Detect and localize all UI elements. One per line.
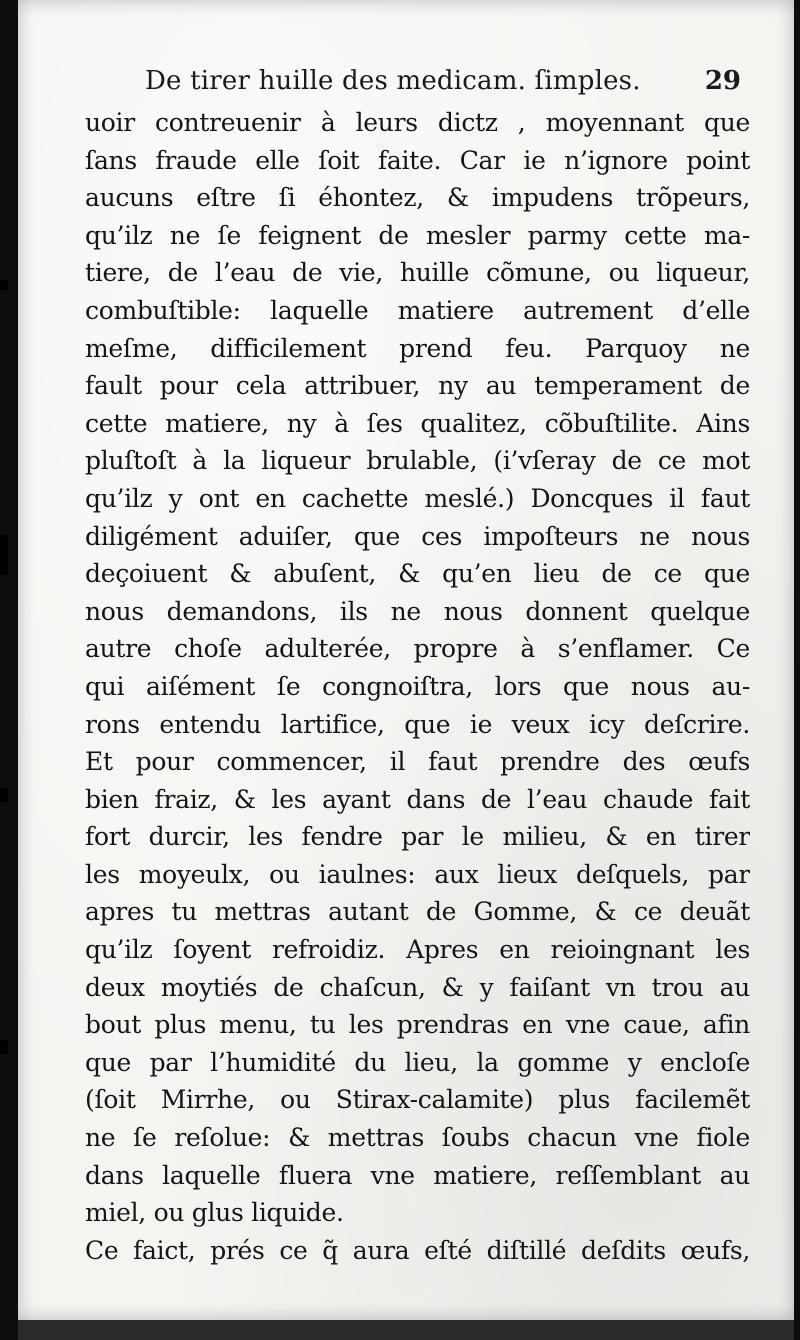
text-line: (ſoit Mirrhe, ou Stirax-calamite) plus facilemẽt	[85, 1085, 750, 1115]
text-line: nous demandons, ils ne nous donnent quelque	[85, 596, 750, 626]
text-line: bout plus menu, tu les prendras en vne caue, afin	[85, 1010, 750, 1040]
text-line: fort durcir, les fendre par le milieu, & en tirer	[85, 822, 750, 852]
text-line: miel, ou glus liquide.	[85, 1198, 344, 1228]
text-line: qu’ilz ſoyent refroidiz. Apres en reioingnant les	[85, 935, 750, 965]
text-line: diligément aduiſer, que ces impoſteurs ne nous	[85, 521, 750, 551]
page-bottom-edge	[18, 1320, 794, 1340]
text-line: qu’ilz ne ſe feignent de mesler parmy cette ma-	[85, 220, 750, 250]
text-line: combuſtible: laquelle matiere autrement d’elle	[85, 295, 750, 325]
text-line: apres tu mettras autant de Gomme, & ce deuãt	[85, 897, 750, 927]
text-line: uoir contreuenir à leurs dictz , moyennant que	[85, 108, 750, 137]
text-line: ne ſe reſolue: & mettras ſoubs chacun vne fiole	[85, 1123, 750, 1153]
page-number: 29	[704, 66, 741, 96]
text-line: deux moytiés de chaſcun, & y faiſant vn trou au	[85, 972, 750, 1002]
text-line: ſans fraude elle ſoit faite. Car ie n’ignore point	[85, 145, 750, 175]
body-text	[85, 104, 750, 1269]
text-line: pluſtoſt à la liqueur brulable, (i’vſeray de ce mot	[85, 446, 750, 476]
text-line: dans laquelle fluera vne matiere, reſſemblant au	[85, 1160, 750, 1190]
text-line: autre choſe adulterée, propre à s’enflamer. Ce	[85, 634, 750, 664]
running-title: De tirer huille des medicam. ſimples.	[145, 66, 641, 96]
text-line: fault pour cela attribuer, ny au temperament de	[85, 371, 750, 401]
text-line: aucuns eſtre ſi éhontez, & impudens trõpeurs,	[85, 183, 750, 213]
running-header	[145, 62, 741, 102]
text-line: bien fraiz, & les ayant dans de l’eau chaude fait	[85, 784, 750, 814]
text-line: meſme, difficilement prend feu. Parquoy ne	[85, 333, 750, 363]
text-line: rons entendu lartifice, que ie veux icy deſcrire.	[85, 709, 750, 739]
text-line: Et pour commencer, il faut prendre des œufs	[85, 747, 750, 777]
text-line: tiere, de l’eau de vie, huille cõmune, ou liqueur,	[85, 258, 750, 288]
page-edge-mark	[0, 535, 8, 575]
text-line: les moyeulx, ou iaulnes: aux lieux deſquels, par	[85, 859, 750, 889]
page-edge-mark	[0, 788, 8, 802]
text-line: qui aiſément ſe congnoiſtra, lors que nous au-	[85, 671, 750, 701]
text-line: Ce faict, prés ce q̃ aura eſté diſtillé deſdits œufs,	[85, 1235, 750, 1265]
page-edge-mark	[0, 280, 8, 290]
text-line: qu’ilz y ont en cachette meslé.) Doncques il faut	[85, 483, 750, 513]
text-line: deçoiuent & abuſent, & qu’en lieu de ce que	[85, 559, 750, 589]
page-edge-mark	[0, 1040, 8, 1054]
text-line: cette matiere, ny à ſes qualitez, cõbuſtilite. Ains	[85, 408, 750, 438]
text-line: que par l’humidité du lieu, la gomme y encloſe	[85, 1047, 750, 1077]
